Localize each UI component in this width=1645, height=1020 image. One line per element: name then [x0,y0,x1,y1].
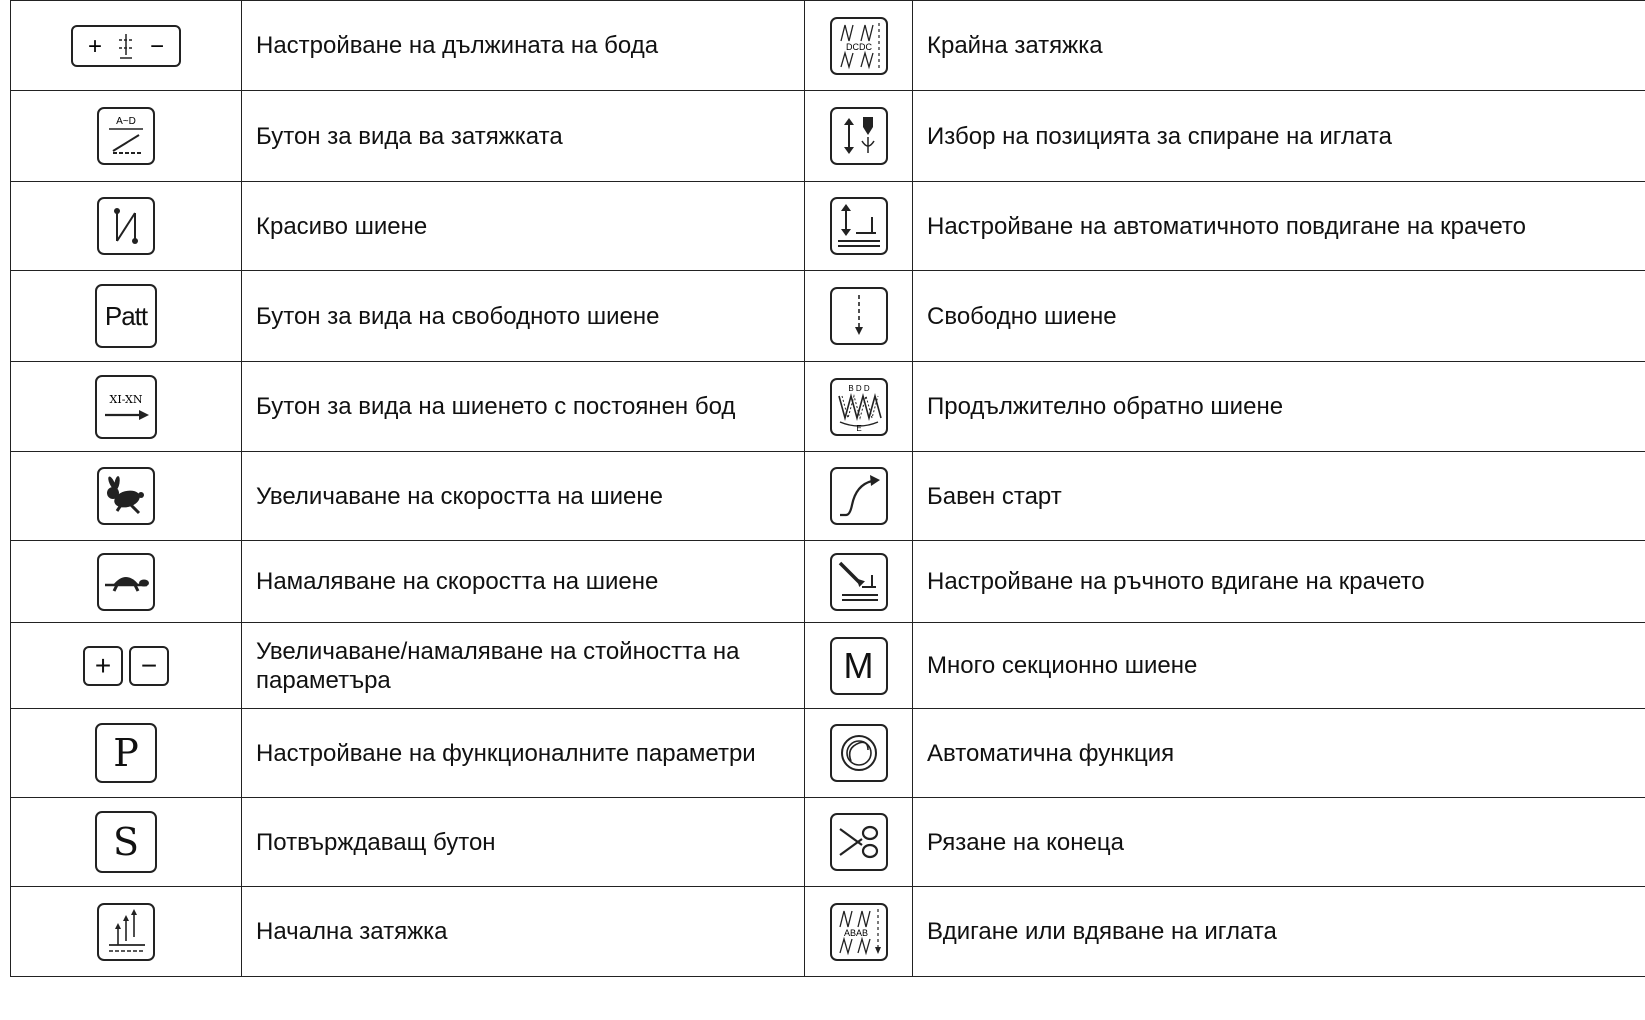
icon-cell [11,623,242,709]
table-row [11,91,1645,182]
continuous-reverse-key-icon [830,378,888,436]
auto-foot-lift-key-icon [830,197,888,255]
icon-cell [805,452,913,541]
needle-up-down-key-icon [830,903,888,961]
function-label: Свободно шиене [913,271,1645,362]
table-row [11,452,1645,541]
table-row [11,362,1645,452]
needle-stop-position-key-icon [830,107,888,165]
function-label: Красиво шиене [242,182,805,271]
end-tack-key-icon [830,17,888,75]
icon-cell [805,623,913,709]
manual-foot-lift-key-icon [830,553,888,611]
function-label: Продължително обратно шиене [913,362,1645,452]
function-label: Настройване на дължината на бода [242,1,805,91]
function-label: Настройване на функционалните параметри [242,709,805,798]
function-label: Много секционно шиене [913,623,1645,709]
function-label: Бутон за вида ва затяжката [242,91,805,182]
table-row [11,887,1645,977]
icon-cell [11,452,242,541]
function-label: Намаляване на скоростта на шиене [242,541,805,623]
icon-cell [805,541,913,623]
p-key-icon: P [95,723,157,783]
function-label: Начална затяжка [242,887,805,977]
icon-cell [805,362,913,452]
function-label: Увеличаване на скоростта на шиене [242,452,805,541]
icon-cell [805,182,913,271]
function-label: Бутон за вида на шиенето с постоянен бод [242,362,805,452]
icon-cell [805,709,913,798]
table-row [11,798,1645,887]
icon-cell [805,798,913,887]
function-label: Настройване на автоматичното повдигане на крачето [913,182,1645,271]
icon-cell [11,271,242,362]
start-tack-key-icon [97,903,155,961]
beautiful-sewing-key-icon [97,197,155,255]
icon-cell [805,1,913,91]
table-row [11,1,1645,91]
function-label: Автоматична функция [913,709,1645,798]
auto-function-key-icon [830,724,888,782]
icon-cell [11,887,242,977]
icon-cell [11,798,242,887]
s-key-icon: S [95,811,157,873]
plus-key-icon: + [83,646,123,686]
function-label: Рязане на конеца [913,798,1645,887]
key-function-table [10,0,1645,977]
function-label: Настройване на ръчното вдигане на крачето [913,541,1645,623]
icon-cell [805,887,913,977]
svg-text:ABAB: ABAB [843,927,868,938]
icon-cell [805,271,913,362]
icon-cell [11,1,242,91]
patt-key-icon: Patt [95,284,157,348]
svg-text:B D D: B D D [847,383,870,393]
svg-text:−: − [149,32,165,60]
thread-cut-scissors-icon [830,813,888,871]
table-row [11,623,1645,709]
turtle-speed-down-key-icon [97,553,155,611]
function-label: Потвърждаващ бутон [242,798,805,887]
function-label: Избор на позицията за спиране на иглата [913,91,1645,182]
svg-text:DCDC: DCDC [845,41,872,52]
icon-cell [11,91,242,182]
icon-cell [11,362,242,452]
svg-text:XI-XN: XI-XN [109,392,143,406]
svg-text:E: E [855,423,862,433]
icon-cell [11,709,242,798]
minus-key-icon: − [129,646,169,686]
svg-text:+: + [87,32,103,60]
icon-cell [11,182,242,271]
icon-cell [805,91,913,182]
multi-section-key-icon: M [830,637,888,695]
function-label: Увеличаване/намаляване на стойността на параметъра [242,623,805,709]
rabbit-speed-up-key-icon [97,467,155,525]
function-label: Бутон за вида на свободното шиене [242,271,805,362]
function-label: Вдигане или вдяване на иглата [913,887,1645,977]
constant-stitch-key-icon [95,375,157,439]
free-sewing-key-icon [830,287,888,345]
table-row [11,271,1645,362]
tack-type-key-icon [97,107,155,165]
slow-start-key-icon [830,467,888,525]
table-row [11,182,1645,271]
stitch-length-key-icon [71,25,181,67]
svg-text:A~D: A~D [116,116,136,127]
table-row [11,541,1645,623]
table-row [11,709,1645,798]
function-label: Бавен старт [913,452,1645,541]
function-label: Крайна затяжка [913,1,1645,91]
icon-cell [11,541,242,623]
